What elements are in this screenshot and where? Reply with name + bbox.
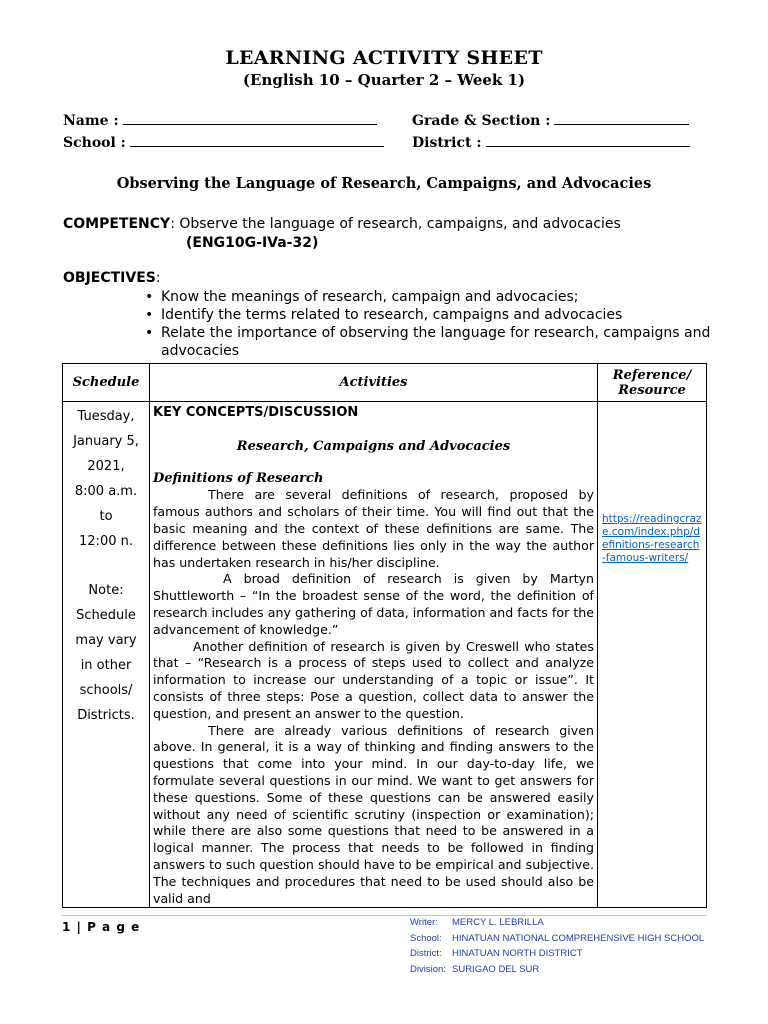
school-field (63, 133, 384, 151)
page-number: 1 | P a g e (62, 920, 141, 934)
definitions-heading: Definitions of Research (153, 470, 324, 486)
district-label-footer: District: (410, 948, 442, 959)
schedule-line: to (99, 509, 113, 524)
section-title: Research, Campaigns and Advocacies (236, 438, 511, 454)
activities-cell (150, 402, 598, 908)
school-label-footer: School: (410, 932, 442, 944)
schedule-note (63, 578, 149, 728)
writer-label: Writer: (410, 917, 438, 928)
objective-item: • Know the meanings of research, campaign and advocacies; (143, 288, 713, 306)
schedule-line: Tuesday, (77, 409, 135, 424)
name-label: Name : (63, 113, 119, 129)
paragraph: Another definition of research is given by Creswell who states that – “Research is a process of steps used to collect and analyze information to increase our understanding of a topic or issue”. It consists of three steps: Pose a question, collect data to answer the question, and present an answer to the question. (153, 638, 594, 721)
footer-credits (410, 915, 704, 977)
note-line: schools/ (79, 683, 133, 698)
reference-cell (598, 402, 707, 908)
writer-name: MERCY L. LEBRILLA (452, 917, 544, 928)
objectives-label: OBJECTIVES (63, 270, 156, 286)
schedule-cell (63, 402, 150, 908)
activity-table (62, 363, 707, 908)
division-label: Division: (410, 963, 446, 975)
name-field (63, 111, 377, 129)
school-name: HINATUAN NATIONAL COMPREHENSIVE HIGH SCHOOL (452, 932, 705, 944)
school-label: School : (63, 135, 126, 151)
school-line-footer (410, 931, 704, 947)
note-line: Note: (88, 583, 124, 598)
sheet-title: LEARNING ACTIVITY SHEET (225, 47, 543, 69)
schedule-line: 8:00 a.m. (74, 484, 138, 499)
district-line-footer (410, 946, 704, 962)
reference-link[interactable]: https://readingcraze.com/index.php/definitions-research-famous-writers/ (602, 513, 702, 564)
district-label: District : (412, 135, 482, 151)
schedule-line: January 5, (73, 434, 139, 449)
paragraph: There are already various definitions of research given above. In general, it is a way of thinking and finding answers to the questions that come into your mind. In our day-to-day life, we formulate several questions in our mind. We want to get answers for these questions. Some of these questions can be answered easily without any need of scientific scrutiny (inspection or examination); while there are also some questions that need to be answered in a logical manner. The process that needs to be followed in finding answers to such question should have to be empirical and subjective. The techniques and procedures that need to be used should also be valid and (153, 722, 594, 906)
grade-label: Grade & Section : (412, 113, 551, 129)
district-field (412, 133, 690, 151)
table-header-row (63, 364, 707, 402)
note-line: may vary (75, 633, 137, 648)
schedule-line: 12:00 n. (79, 534, 133, 549)
district-line[interactable] (486, 133, 690, 147)
activities-header: Activities (150, 364, 598, 402)
objectives-list (143, 288, 713, 360)
objective-item: • Relate the importance of observing the language for research, campaigns and advocacies (143, 324, 713, 360)
name-line[interactable] (123, 111, 377, 125)
table-row (63, 402, 707, 908)
paragraph: A broad definition of research is given by Martyn Shuttleworth – “In the broadest sense of the word, the definition of research includes any gathering of data, information and facts for the advancement of knowledge.” (153, 571, 594, 637)
school-line[interactable] (130, 133, 384, 147)
competency-code: (ENG10G-IVa-32) (186, 235, 319, 251)
schedule-line: 2021, (87, 459, 125, 474)
key-concepts-heading: KEY CONCEPTS/DISCUSSION (153, 405, 359, 420)
objectives-heading (63, 270, 161, 286)
competency-text: : Observe the language of research, campaigns, and advocacies (170, 216, 621, 232)
objective-item: • Identify the terms related to research, campaigns and advocacies (143, 306, 713, 324)
writer-line (410, 915, 704, 931)
objectives-colon: : (155, 270, 161, 286)
note-line: Districts. (77, 708, 135, 723)
district-name: HINATUAN NORTH DISTRICT (452, 948, 583, 959)
topic-heading: Observing the Language of Research, Campaigns, and Advocacies (116, 175, 652, 192)
grade-field (412, 111, 689, 129)
note-line: Schedule (76, 608, 136, 623)
competency-label: COMPETENCY (63, 216, 171, 232)
competency (63, 216, 621, 232)
grade-line[interactable] (554, 111, 689, 125)
division-line (410, 962, 704, 978)
sheet-subtitle: (English 10 – Quarter 2 – Week 1) (242, 71, 526, 89)
schedule-header: Schedule (63, 364, 150, 402)
reference-header: Reference/ Resource (598, 364, 707, 402)
division-name: SURIGAO DEL SUR (452, 963, 540, 975)
note-line: in other (80, 658, 132, 673)
paragraph: There are several definitions of research, proposed by famous authors and scholars of their time. You will find out that the basic meaning and the context of these definitions are same. The difference between these definitions lies only in the way the author has undertaken research in his/her discipline. (153, 487, 594, 570)
